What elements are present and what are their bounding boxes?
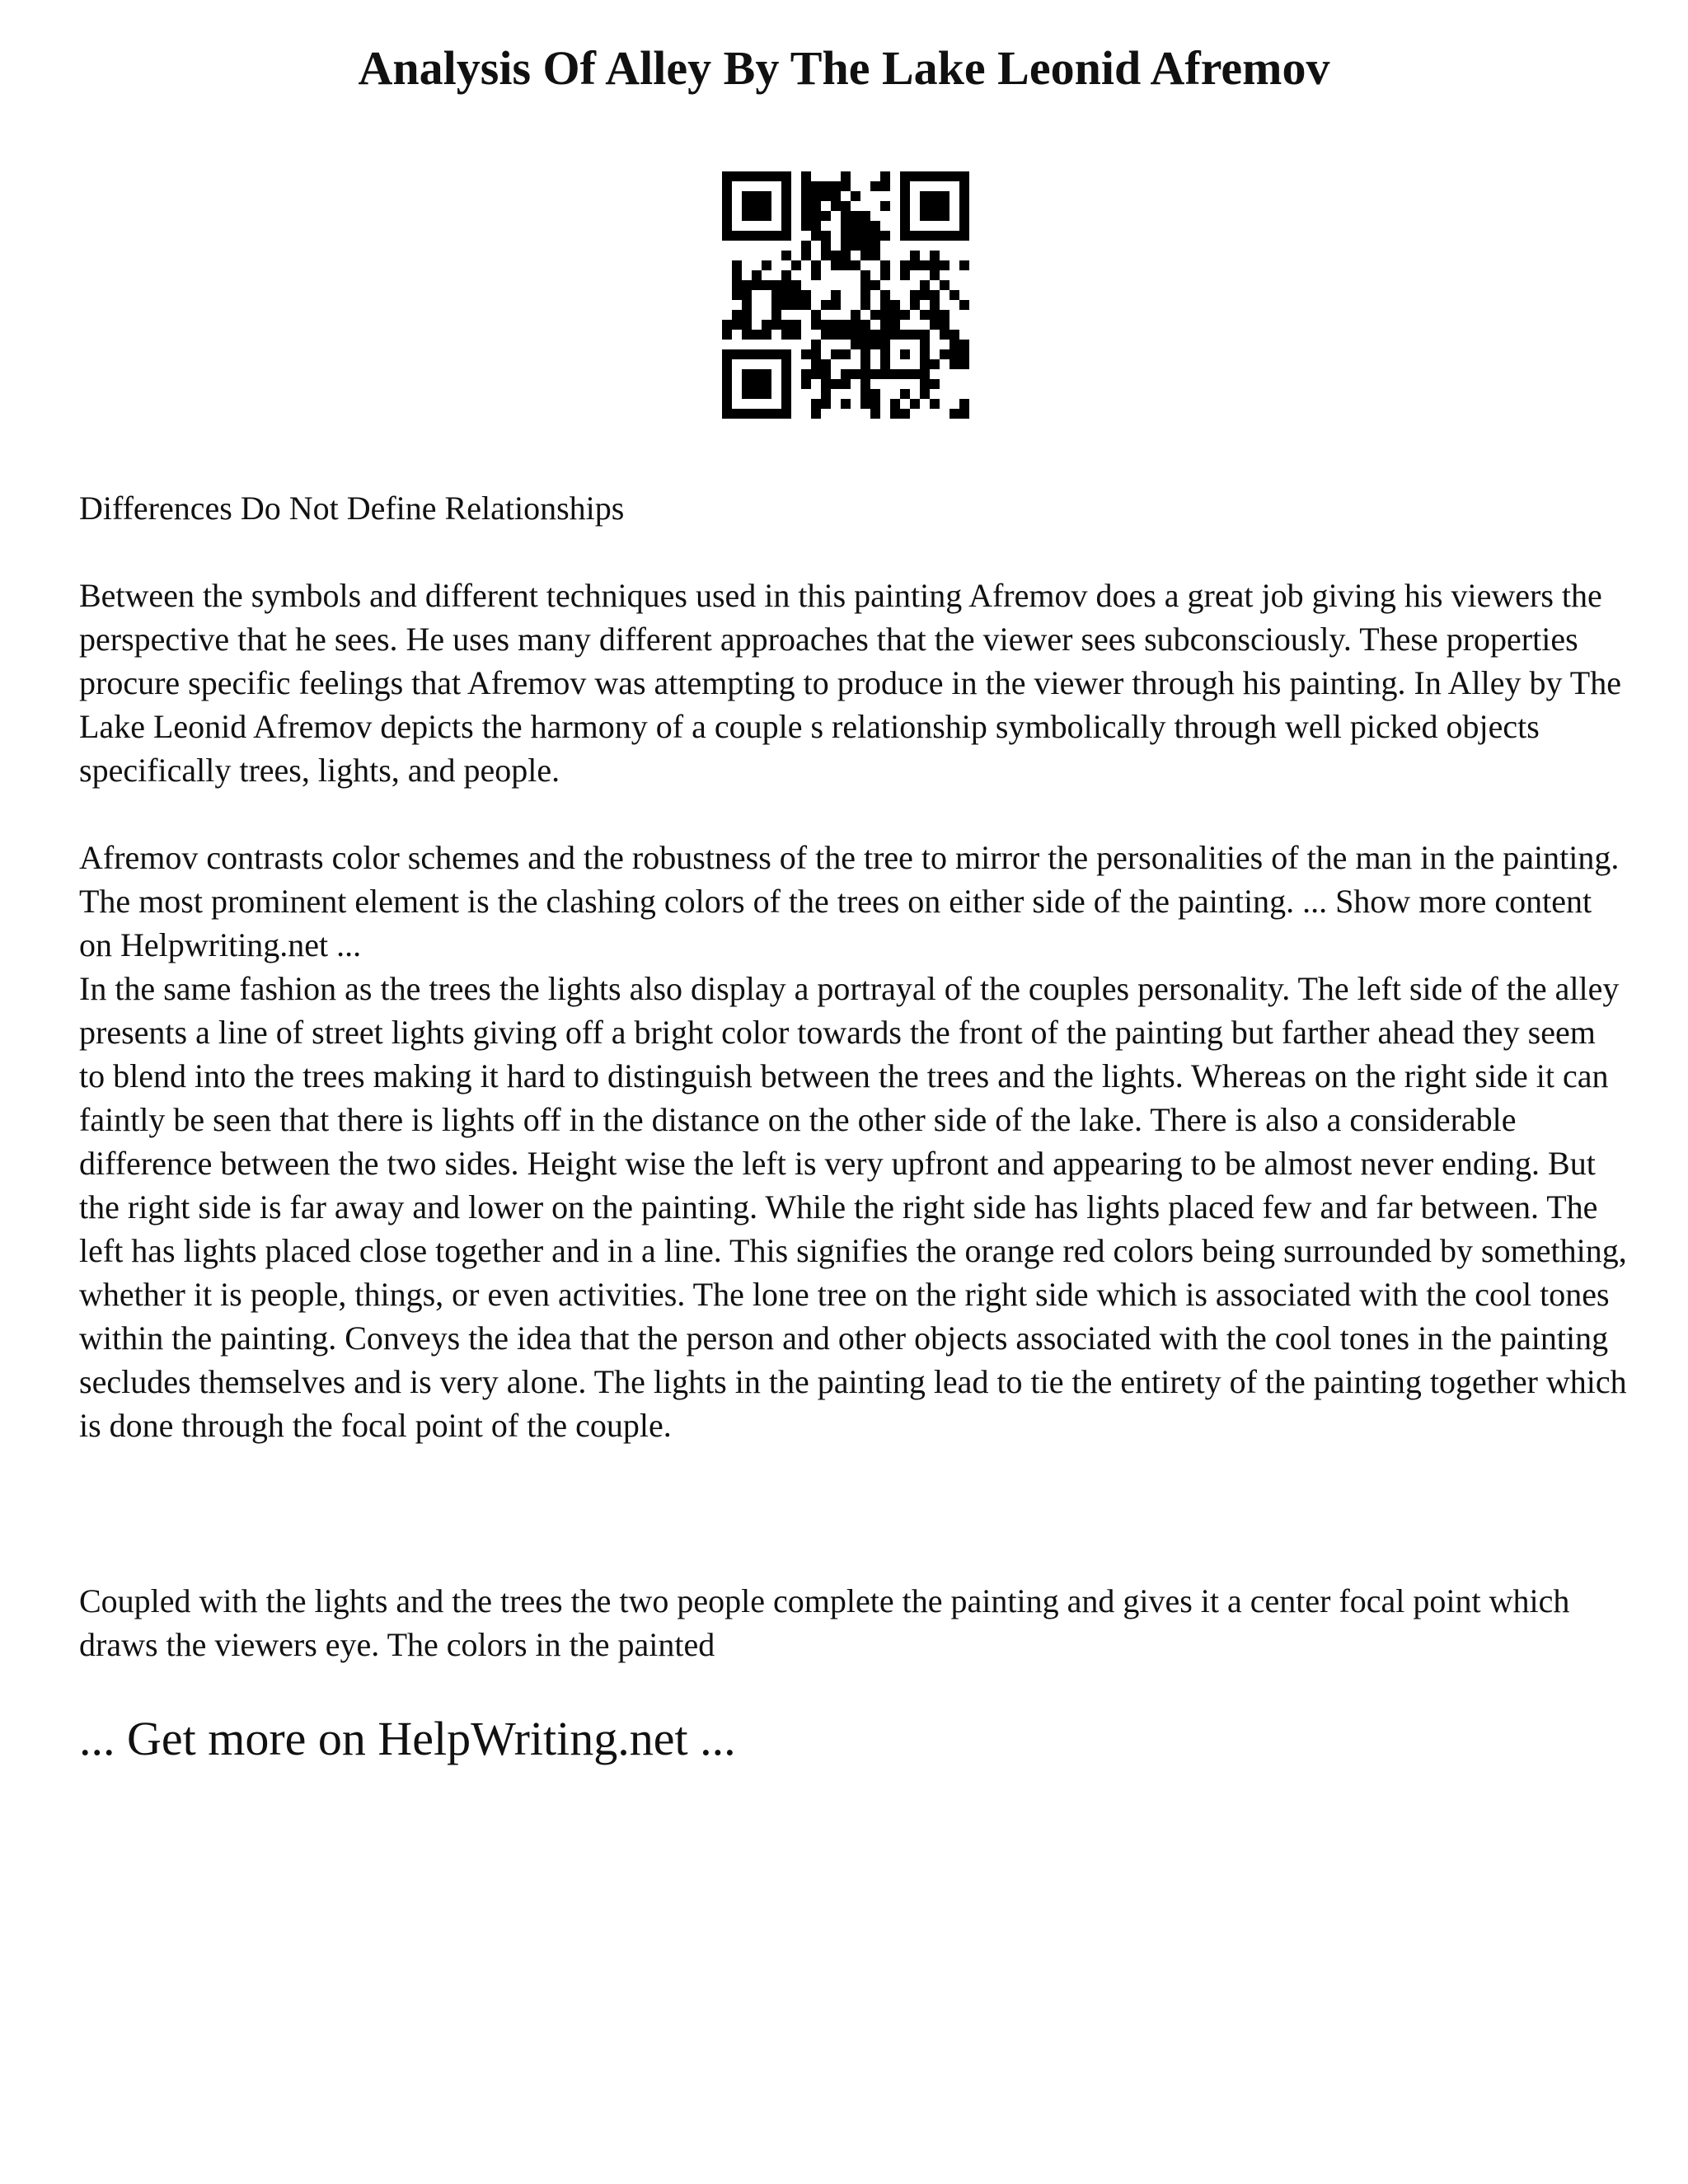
get-more-link[interactable]: ... Get more on HelpWriting.net ...	[79, 1712, 736, 1765]
paragraph-people: Coupled with the lights and the trees the two people complete the painting and gives it a center focal point which draws the viewers eye. The colors in the painted	[79, 1582, 1570, 1663]
page-title: Analysis Of Alley By The Lake Leonid Afremov	[358, 41, 1330, 95]
qr-code-icon[interactable]	[722, 171, 969, 419]
paragraph-intro: Between the symbols and different techniques used in this painting Afremov does a great job giving his viewers the perspective that he sees. He uses many different approaches that the viewer sees subconsciously. These properties procure specific feelings that Afremov was attempting to produce in the viewer through his painting. In Alley by The Lake Leonid Afremov depicts the harmony of a couple s relationship symbolically through well picked objects specifically trees, lights, and people.	[79, 577, 1621, 789]
section-subheading: Differences Do Not Define Relationships	[79, 490, 625, 527]
paragraph-lights: In the same fashion as the trees the lights also display a portrayal of the couples personality. The left side of the alley presents a line of street lights giving off a bright color towards the front of the painting but farther ahead they seem to blend into the trees making it hard to distinguish between the trees and the lights. Whereas on the right side it can faintly be seen that there is lights off in the distance on the other side of the lake. There is also a considerable difference between the two sides. Height wise the left is very upfront and appearing to be almost never ending. But the right side is far away and lower on the painting. While the right side has lights placed few and far between. The left has lights placed close together and in a line. This signifies the orange red colors being surrounded by something, whether it is people, things, or even activities. The lone tree on the right side which is associated with the cool tones within the painting. Conveys the idea that the person and other objects associated with the cool tones in the painting secludes themselves and is very alone. The lights in the painting lead to tie the entirety of the painting together which is done through the focal point of the couple.	[79, 970, 1627, 1444]
paragraph-trees: Afremov contrasts color schemes and the robustness of the tree to mirror the personalities of the man in the painting. The most prominent element is the clashing colors of the trees on either side of the painting. ... Show more content on Helpwriting.net ...	[79, 839, 1620, 963]
